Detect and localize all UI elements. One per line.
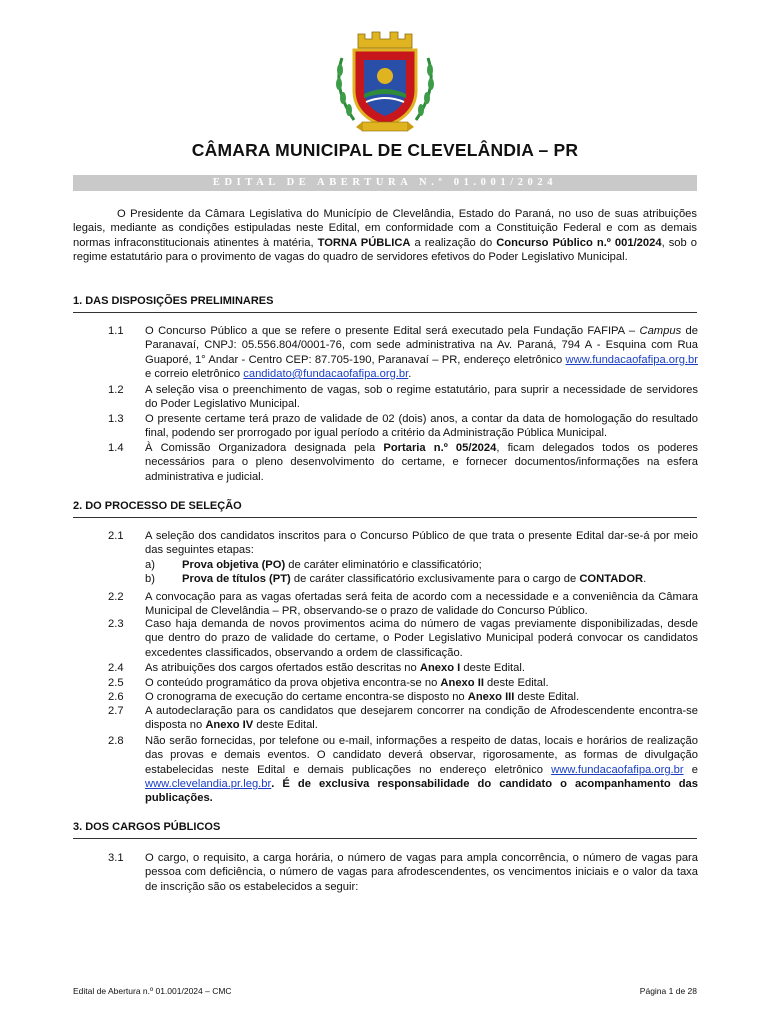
item-number: 1.4: [108, 442, 124, 454]
item-text: .: [271, 777, 283, 790]
section-heading-2: 2. DO PROCESSO DE SELEÇÃO: [73, 499, 697, 518]
list-item: [108, 704, 698, 733]
item-bold: É de exclusiva responsabilidade do candidato o acompanhamento das publicações.: [145, 777, 698, 805]
list-item: [108, 851, 698, 894]
intro-text-2: a realização do: [410, 236, 497, 249]
footer-page-number: Página 1 de 28: [639, 986, 697, 996]
item-number: 2.6: [108, 691, 124, 703]
item-bold: Prova de títulos (PT): [182, 572, 291, 585]
item-bold: Portaria n.º 05/2024: [383, 442, 497, 454]
item-text: O presente certame terá prazo de validade de 02 (dois) anos, a contar da data de homologação do resultado final, podendo ser prorrogado por igual período a critério da Administração Pública Municipal.: [145, 413, 698, 440]
item-bold: Anexo I: [419, 662, 461, 674]
sub-item: [145, 572, 698, 586]
list-item: [108, 661, 698, 675]
item-number: 1.2: [108, 384, 124, 396]
intro-text-3: , sob o regime estatutário para o provimento de vagas do quadro de servidores efetivos do Poder Legislativo Municipal.: [73, 236, 697, 263]
item-bold: CONTADOR: [579, 572, 644, 585]
item-text: As atribuições dos cargos ofertados estão descritas no: [145, 662, 420, 674]
item-text: deste Edital.: [253, 719, 318, 732]
item-text: O cargo, o requisito, a carga horária, o número de vagas para ampla concorrência, o número de vagas para pessoa com deficiência, o número de vagas para afrodescendentes, os vencimentos iniciais e o valor da taxa de inscrição são os estabelecidos a seguir:: [145, 852, 698, 893]
item-text: de caráter eliminatório e classificatório;: [285, 558, 482, 571]
candidate-email-link[interactable]: candidato@fundacaofafipa.org.br: [243, 367, 409, 380]
item-text: deste Edital.: [460, 662, 525, 674]
list-item: [108, 734, 698, 805]
item-number: 2.7: [108, 705, 124, 717]
item-text: A convocação para as vagas ofertadas será feita de acordo com a necessidade e a conveniência da Câmara Municipal de Clevelândia – PR, observando-se o prazo de validade do Concurso Público.: [145, 591, 698, 618]
sub-item: [145, 558, 698, 572]
list-item: [108, 441, 698, 484]
item-text: Caso haja demanda de novos provimentos acima do número de vagas previamente disponibilizadas, desde que dentro do prazo de validade do certame, o Poder Legislativo Municipal poderá convocar os candidatos excedentes classificados, observando a ordem de classificação.: [145, 618, 698, 659]
item-number: 1.1: [108, 325, 124, 337]
item-text: A seleção dos candidatos inscritos para o Concurso Público de que trata o presente Edital dar-se-á por meio das seguintes etapas:: [145, 530, 698, 557]
item-number: 2.3: [108, 618, 124, 630]
item-text: O cronograma de execução do certame encontra-se disposto no: [145, 691, 468, 703]
item-number: 2.2: [108, 591, 124, 603]
list-item: [108, 412, 698, 441]
item-text: A autodeclaração para os candidatos que desejarem concorrer na condição de Afrodescendente encontra-se disposta no: [145, 705, 698, 732]
intro-paragraph: [73, 207, 697, 264]
item-text: O conteúdo programático da prova objetiva encontra-se no: [145, 677, 441, 689]
item-bold: Prova objetiva (PO): [182, 558, 286, 571]
list-item: [108, 529, 698, 586]
item-text: de Paranavaí, CNPJ: 05.556.804/0001-76, com sede administrativa na Av. Paraná, 794 A - Esquina com Rua Guaporé, 1° Andar - Centro CEP: 87.705-190, Paranavaí – PR, endereço eletrônico: [145, 325, 698, 366]
item-text: deste Edital.: [483, 677, 549, 689]
list-item: [108, 324, 698, 381]
fafipa-website-link[interactable]: www.fundacaofafipa.org.br: [565, 353, 698, 366]
item-number: 2.4: [108, 662, 124, 674]
clevelandia-website-link[interactable]: www.clevelandia.pr.leg.br: [145, 777, 272, 790]
section-heading-3: 3. DOS CARGOS PÚBLICOS: [73, 820, 697, 839]
list-item: [108, 383, 698, 412]
item-italic: Campus: [639, 325, 682, 337]
fafipa-website-link[interactable]: www.fundacaofafipa.org.br: [551, 763, 684, 776]
item-text: O Concurso Público a que se refere o presente Edital será executado pela Fundação FAFIPA –: [145, 325, 640, 337]
list-item: [108, 617, 698, 660]
item-number: 1.3: [108, 413, 124, 425]
page-title: CÂMARA MUNICIPAL DE CLEVELÂNDIA – PR: [191, 140, 579, 160]
item-bold: Anexo III: [467, 691, 515, 703]
item-bold: Anexo II: [440, 677, 484, 689]
item-number: 2.8: [108, 735, 124, 747]
list-item: [108, 590, 698, 619]
sub-item-letter: a): [145, 558, 155, 571]
intro-text-1: O Presidente da Câmara Legislativa do Município de Clevelândia, Estado do Paraná, no uso de suas atribuições legais, mediante as condições estipuladas neste Edital, em conformidade com a Constituição Federal e com as demais normas infraconstitucionais atinentes à matéria,: [73, 208, 697, 249]
item-text: À Comissão Organizadora designada pela: [145, 442, 384, 454]
footer-document-id: Edital de Abertura n.º 01.001/2024 – CMC: [73, 986, 232, 996]
item-text: .: [408, 367, 412, 380]
item-text: e: [683, 763, 698, 776]
item-text: e correio eletrônico: [145, 367, 244, 380]
intro-bold-2: Concurso Público n.º 001/2024: [496, 236, 662, 249]
list-item: [108, 690, 698, 704]
intro-bold-1: TORNA PÚBLICA: [317, 236, 411, 249]
item-text: .: [643, 572, 647, 585]
list-item: [108, 676, 698, 690]
edital-number-bar: EDITAL DE ABERTURA N.º 01.001/2024: [73, 175, 697, 191]
item-text: A seleção visa o preenchimento de vagas, sob o regime estatutário, para suprir a necessidade de servidores do Poder Legislativo Municipal.: [145, 384, 698, 411]
item-number: 3.1: [108, 852, 124, 864]
item-text: deste Edital.: [514, 691, 580, 703]
municipal-crest-icon: [328, 28, 442, 136]
item-text: , ficam delegados todos os poderes necessários para o pleno desenvolvimento do certame, e fornecer documentos/informações na esfera administrativa e judicial.: [145, 442, 699, 483]
item-number: 2.1: [108, 530, 124, 542]
item-text: de caráter classificatório exclusivamente para o cargo de: [290, 572, 580, 585]
item-number: 2.5: [108, 677, 124, 689]
item-text: Não serão fornecidas, por telefone ou e-mail, informações a respeito de datas, locais e horários de realização das provas e demais eventos. O candidato deverá observar, rigorosamente, as formas de divulgação estabelecidas neste Edital e demais publicações no endereço eletrônico: [145, 735, 698, 776]
sub-item-letter: b): [145, 572, 155, 585]
item-bold: Anexo IV: [205, 719, 254, 732]
section-heading-1: 1. DAS DISPOSIÇÕES PRELIMINARES: [73, 294, 697, 313]
